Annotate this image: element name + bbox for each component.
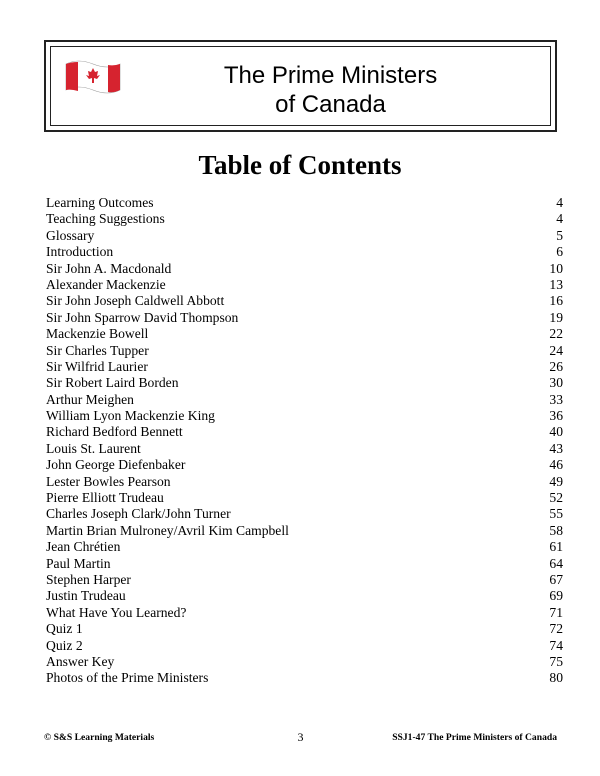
toc-entry-page: 71 bbox=[549, 604, 563, 620]
toc-entry bbox=[46, 375, 563, 391]
banner-title-line-1: The Prime Ministers bbox=[223, 62, 438, 89]
toc-entry bbox=[46, 343, 563, 359]
toc-entry-page: 33 bbox=[549, 391, 563, 407]
toc-entry bbox=[46, 638, 563, 654]
title-banner bbox=[44, 40, 557, 132]
toc-entry-label: Teaching Suggestions bbox=[46, 211, 165, 227]
toc-entry bbox=[46, 670, 563, 686]
toc-entry-page: 13 bbox=[549, 276, 563, 292]
toc-entry-label: William Lyon Mackenzie King bbox=[46, 408, 215, 424]
toc-entry-label: Louis St. Laurent bbox=[46, 440, 141, 456]
toc-entry-label: Quiz 1 bbox=[46, 621, 83, 637]
toc-entry-label: Charles Joseph Clark/John Turner bbox=[46, 506, 231, 522]
banner-title bbox=[46, 61, 555, 119]
footer-book-code: SSJ1-47 The Prime Ministers of Canada bbox=[392, 732, 557, 743]
toc-entry bbox=[46, 261, 563, 277]
toc-entry-label: What Have You Learned? bbox=[46, 604, 187, 620]
toc-entry-page: 43 bbox=[549, 440, 563, 456]
toc-entry bbox=[46, 588, 563, 604]
footer-page-number: 3 bbox=[297, 730, 304, 744]
toc-entry-page: 5 bbox=[556, 227, 563, 243]
toc-entry-label: Lester Bowles Pearson bbox=[46, 473, 171, 489]
toc-entry bbox=[46, 605, 563, 621]
toc-entry-label: Stephen Harper bbox=[46, 571, 131, 587]
toc-entry-label: Arthur Meighen bbox=[46, 391, 134, 407]
toc-entry-label: Sir John A. Macdonald bbox=[46, 260, 172, 276]
toc-entry-label: Sir Robert Laird Borden bbox=[46, 375, 179, 391]
toc-entry bbox=[46, 556, 563, 572]
toc-entry-page: 46 bbox=[549, 457, 563, 473]
toc-entry-page: 58 bbox=[549, 522, 563, 538]
toc-entry-page: 10 bbox=[549, 260, 563, 276]
footer-copyright: © S&S Learning Materials bbox=[44, 732, 155, 743]
banner-title-line-2: of Canada bbox=[275, 91, 386, 118]
toc-entry bbox=[46, 523, 563, 539]
toc-entry-page: 74 bbox=[549, 637, 563, 653]
toc-entry-page: 52 bbox=[549, 490, 563, 506]
toc-entry-page: 22 bbox=[549, 326, 563, 342]
page-title: Table of Contents bbox=[198, 150, 402, 180]
canadian-flag-icon bbox=[62, 56, 124, 96]
toc-entry-page: 26 bbox=[549, 358, 563, 374]
toc-entry-label: Sir Wilfrid Laurier bbox=[46, 358, 148, 374]
toc-entry-label: Glossary bbox=[46, 227, 95, 243]
toc-entry-page: 61 bbox=[549, 539, 563, 555]
toc-entry bbox=[46, 326, 563, 342]
toc-entry-label: Introduction bbox=[46, 244, 114, 260]
toc-entry-label: Pierre Elliott Trudeau bbox=[46, 490, 164, 506]
toc-entry bbox=[46, 244, 563, 260]
toc-entry bbox=[46, 506, 563, 522]
toc-entry-label: Answer Key bbox=[46, 653, 115, 669]
toc-entry-label: Richard Bedford Bennett bbox=[46, 424, 183, 440]
toc-entry-page: 75 bbox=[549, 653, 563, 669]
toc-entry-label: Sir Charles Tupper bbox=[46, 342, 149, 358]
toc-entry-label: Sir John Sparrow David Thompson bbox=[46, 309, 239, 325]
toc-entry-page: 49 bbox=[549, 473, 563, 489]
toc-entry bbox=[46, 195, 563, 211]
toc-entry bbox=[46, 359, 563, 375]
toc-entry-page: 80 bbox=[549, 670, 563, 686]
toc-entry-page: 6 bbox=[556, 244, 563, 260]
toc-entry-page: 36 bbox=[549, 408, 563, 424]
toc-entry-page: 16 bbox=[549, 293, 563, 309]
toc-entry-page: 64 bbox=[549, 555, 563, 571]
toc-entry bbox=[46, 392, 563, 408]
toc-entry-page: 40 bbox=[549, 424, 563, 440]
toc-entry-label: Jean Chrétien bbox=[46, 539, 121, 555]
toc-entry bbox=[46, 277, 563, 293]
toc-entry-label: Learning Outcomes bbox=[46, 195, 154, 210]
toc-entry-page: 69 bbox=[549, 588, 563, 604]
toc-entry bbox=[46, 211, 563, 227]
toc-entry-label: Martin Brian Mulroney/Avril Kim Campbell bbox=[46, 522, 289, 538]
toc-entry-page: 55 bbox=[549, 506, 563, 522]
toc-entry-page: 30 bbox=[549, 375, 563, 391]
toc-entry-label: Alexander Mackenzie bbox=[46, 276, 166, 292]
toc-entry bbox=[46, 441, 563, 457]
toc-entry bbox=[46, 572, 563, 588]
toc-entry bbox=[46, 539, 563, 555]
toc-entry-page: 19 bbox=[549, 309, 563, 325]
toc-entry-label: John George Diefenbaker bbox=[46, 457, 186, 473]
toc-entry bbox=[46, 408, 563, 424]
toc-entry-page: 72 bbox=[549, 621, 563, 637]
table-of-contents bbox=[46, 195, 563, 687]
toc-entry bbox=[46, 228, 563, 244]
toc-entry-page: 24 bbox=[549, 342, 563, 358]
toc-entry-label: Mackenzie Bowell bbox=[46, 326, 149, 342]
toc-entry bbox=[46, 474, 563, 490]
toc-entry bbox=[46, 457, 563, 473]
toc-entry-label: Justin Trudeau bbox=[46, 588, 126, 604]
toc-entry bbox=[46, 654, 563, 670]
toc-entry bbox=[46, 293, 563, 309]
toc-entry bbox=[46, 621, 563, 637]
toc-entry bbox=[46, 310, 563, 326]
toc-entry-page: 67 bbox=[549, 571, 563, 587]
toc-entry-label: Paul Martin bbox=[46, 555, 111, 571]
toc-entry bbox=[46, 490, 563, 506]
toc-entry-page: 4 bbox=[556, 195, 563, 210]
toc-entry-label: Photos of the Prime Ministers bbox=[46, 670, 209, 686]
toc-entry-label: Sir John Joseph Caldwell Abbott bbox=[46, 293, 225, 309]
toc-entry-label: Quiz 2 bbox=[46, 637, 83, 653]
toc-entry bbox=[46, 424, 563, 440]
toc-entry-page: 4 bbox=[556, 211, 563, 227]
